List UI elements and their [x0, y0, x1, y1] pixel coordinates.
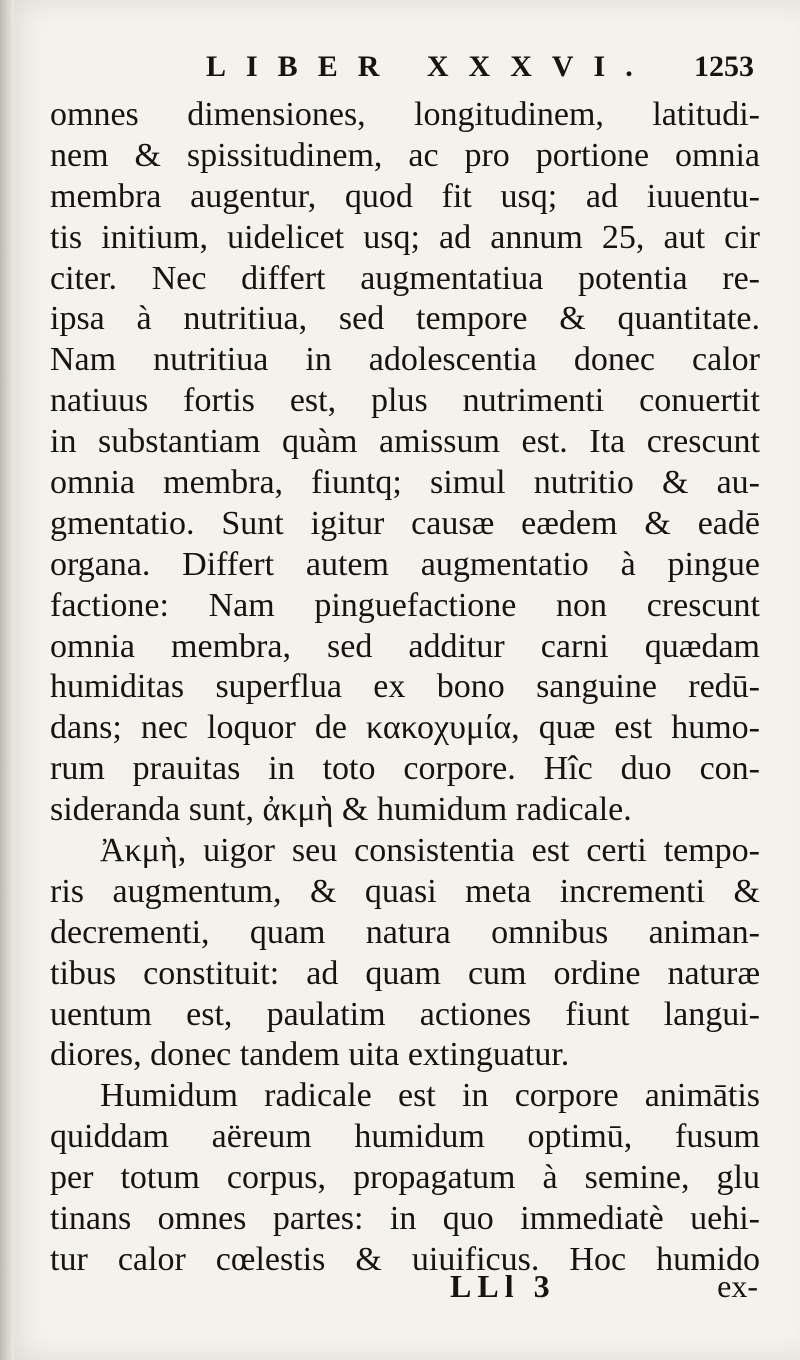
text-line: gmentatio. Sunt igitur causæ eædem & eadē	[50, 504, 760, 542]
text-line: in substantiam quàm amissum est. Ita crescunt	[50, 423, 760, 461]
text-line: Nam nutritiua in adolescentia donec calor	[50, 341, 760, 379]
text-line: dans; nec loquor de κακοχυμία, quæ est humo-	[50, 709, 760, 747]
text-line: ris augmentum, & quasi meta incrementi &	[50, 872, 760, 910]
text-line: tur calor cœlestis & uiuificus. Hoc humido	[50, 1240, 760, 1278]
text-line: natiuus fortis est, plus nutrimenti conuertit	[50, 382, 760, 420]
text-line: factione: Nam pinguefactione non crescunt	[50, 586, 760, 624]
text-line: humiditas superflua ex bono sanguine redū-	[50, 668, 760, 706]
running-head	[206, 50, 772, 90]
signature-mark: LLl 3	[450, 1268, 556, 1304]
text-line: tis initium, uidelicet usq; ad annum 25, aut cir	[50, 218, 760, 256]
text-line: per totum corpus, propagatum à semine, glu	[50, 1159, 760, 1197]
text-line: nem & spissitudinem, ac pro portione omnia	[50, 136, 760, 174]
text-line: tinans omnes partes: in quo immediatè uehi-	[50, 1200, 760, 1238]
text-line: diores, donec tandem uita extinguatur.	[50, 1036, 570, 1074]
paragraph	[50, 95, 760, 831]
text-line: omnia membra, fiuntq; simul nutritio & au-	[50, 464, 760, 502]
paragraph	[50, 831, 760, 1076]
text-line: Ἀκμὴ, uigor seu consistentia est certi tempo-	[100, 832, 760, 870]
paragraph	[50, 1076, 760, 1280]
text-line: decrementi, quam natura omnibus animan-	[50, 913, 760, 951]
running-head-title: LIBER XXXVI.	[206, 50, 653, 83]
page-spine-shadow	[0, 0, 14, 1360]
text-line: ipsa à nutritiua, sed tempore & quantitate.	[50, 300, 760, 338]
text-line: membra augentur, quod fit usq; ad iuuentu-	[50, 177, 760, 215]
text-line: quiddam aëreum humidum optimū, fusum	[50, 1118, 760, 1156]
page-number: 1253	[694, 50, 754, 83]
text-line: tibus constituit: ad quam cum ordine naturæ	[50, 954, 760, 992]
text-line: omnia membra, sed additur carni quædam	[50, 627, 760, 665]
text-line: Humidum radicale est in corpore animātis	[100, 1077, 760, 1115]
text-line: organa. Differt autem augmentatio à pingue	[50, 545, 760, 583]
text-line: citer. Nec differt augmentatiua potentia re-	[50, 259, 760, 297]
catchword: ex-	[717, 1268, 758, 1304]
text-line: sideranda sunt, ἀκμὴ & humidum radicale.	[50, 791, 632, 829]
body-text	[50, 95, 760, 1281]
page-footer	[450, 1268, 772, 1310]
text-line: rum prauitas in toto corpore. Hîc duo con-	[50, 750, 760, 788]
text-line: uentum est, paulatim actiones fiunt langui-	[50, 995, 760, 1033]
text-line: omnes dimensiones, longitudinem, latitudi-	[50, 96, 760, 133]
